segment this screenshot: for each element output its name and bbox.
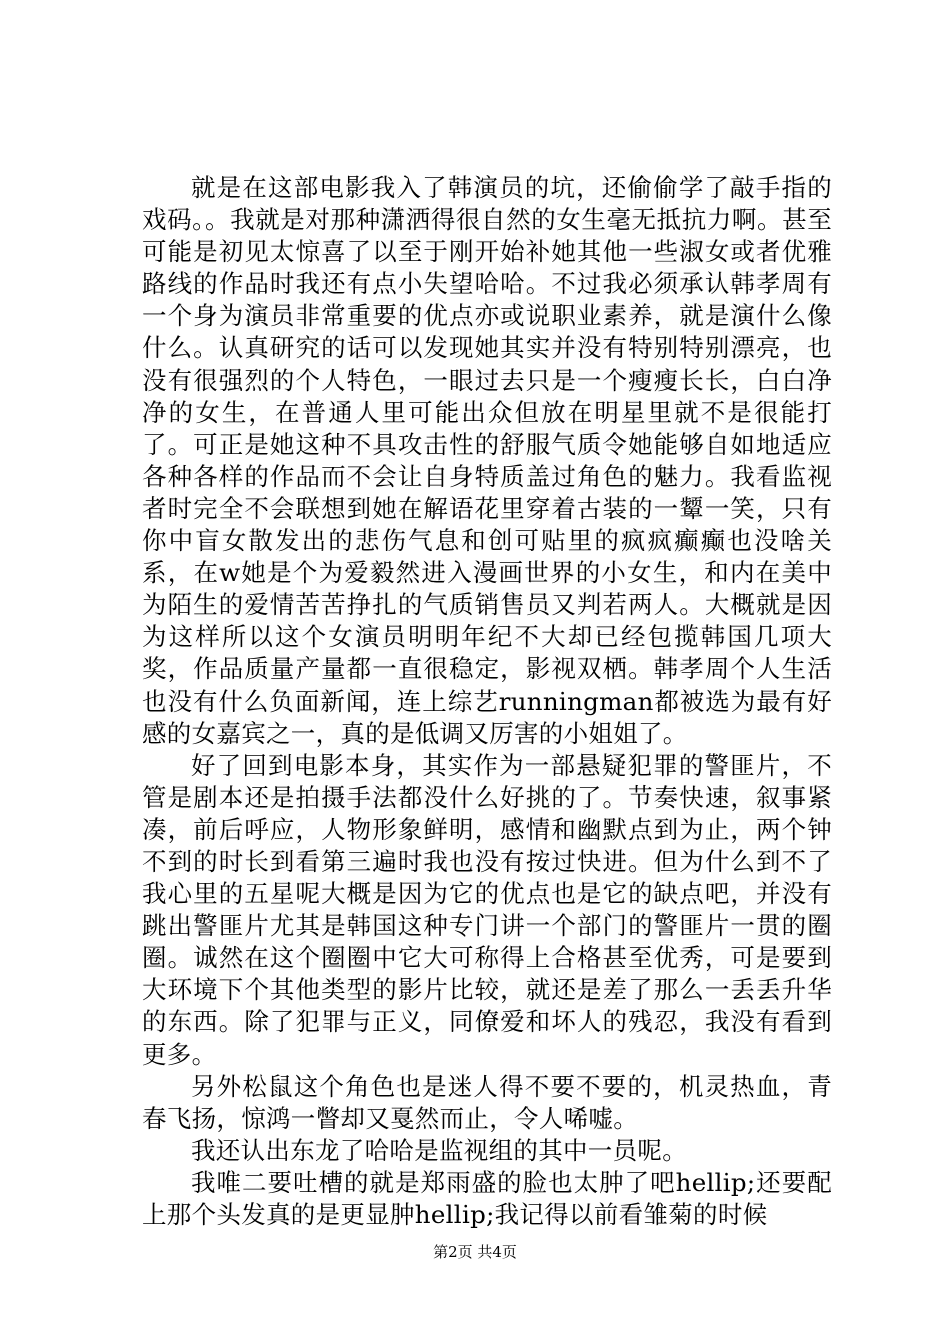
page-footer <box>0 1242 950 1262</box>
paragraph: 就是在这部电影我入了韩演员的坑，还偷偷学了敲手指的戏码。。我就是对那种潇洒得很自然的女生毫无抵抗力啊。甚至可能是初见太惊喜了以至于刚开始补她其他一些淑女或者优雅路线的作品时我还有点小失望哈哈。不过我必须承认韩孝周有一个身为演员非常重要的优点亦或说职业素养，就是演什么像什么。认真研究的话可以发现她其实并没有特别特别漂亮，也没有很强烈的个人特色，一眼过去只是一个瘦瘦长长，白白净净的女生，在普通人里可能出众但放在明星里就不是很能打了。可正是她这种不具攻击性的舒服气质令她能够自如地适应各种各样的作品而不会让自身特质盖过角色的魅力。我看监视者时完全不会联想到她在解语花里穿着古装的一颦一笑，只有你中盲女散发出的悲伤气息和创可贴里的疯疯癫癫也没啥关系，在w她是个为爱毅然进入漫画世界的小女生，和内在美中为陌生的爱情苦苦挣扎的气质销售员又判若两人。大概就是因为这样所以这个女演员明明年纪不大却已经包揽韩国几项大奖，作品质量产量都一直很稳定，影视双栖。韩孝周个人生活也没有什么负面新闻，连上综艺runningman都被选为最有好感的女嘉宾之一，真的是低调又厉害的小姐姐了。 <box>142 173 832 748</box>
article-body <box>142 172 832 1231</box>
page-number: 第2页 共4页 <box>433 1243 517 1261</box>
paragraph: 我还认出东龙了哈哈是监视组的其中一员呢。 <box>191 1135 687 1165</box>
paragraph: 好了回到电影本身，其实作为一部悬疑犯罪的警匪片，不管是剧本还是拍摄手法都没什么好挑的了。节奏快速，叙事紧凑，前后呼应，人物形象鲜明，感情和幽默点到为止，两个钟不到的时长到看第三遍时我也没有按过快进。但为什么到不了我心里的五星呢大概是因为它的优点也是它的缺点吧，并没有跳出警匪片尤其是韩国这种专门讲一个部门的警匪片一贯的圈圈。诚然在这个圈圈中它大可称得上合格甚至优秀，可是要到大环境下个其他类型的影片比较，就还是差了那么一丢丢升华的东西。除了犯罪与正义，同僚爱和坏人的残忍，我没有看到更多。 <box>142 750 832 1069</box>
paragraph: 我唯二要吐槽的就是郑雨盛的脸也太肿了吧hellip;还要配上那个头发真的是更显肿hellip;我记得以前看雏菊的时候 <box>142 1167 832 1229</box>
paragraph: 另外松鼠这个角色也是迷人得不要不要的，机灵热血，青春飞扬，惊鸿一瞥却又戛然而止，令人唏嘘。 <box>142 1071 832 1133</box>
